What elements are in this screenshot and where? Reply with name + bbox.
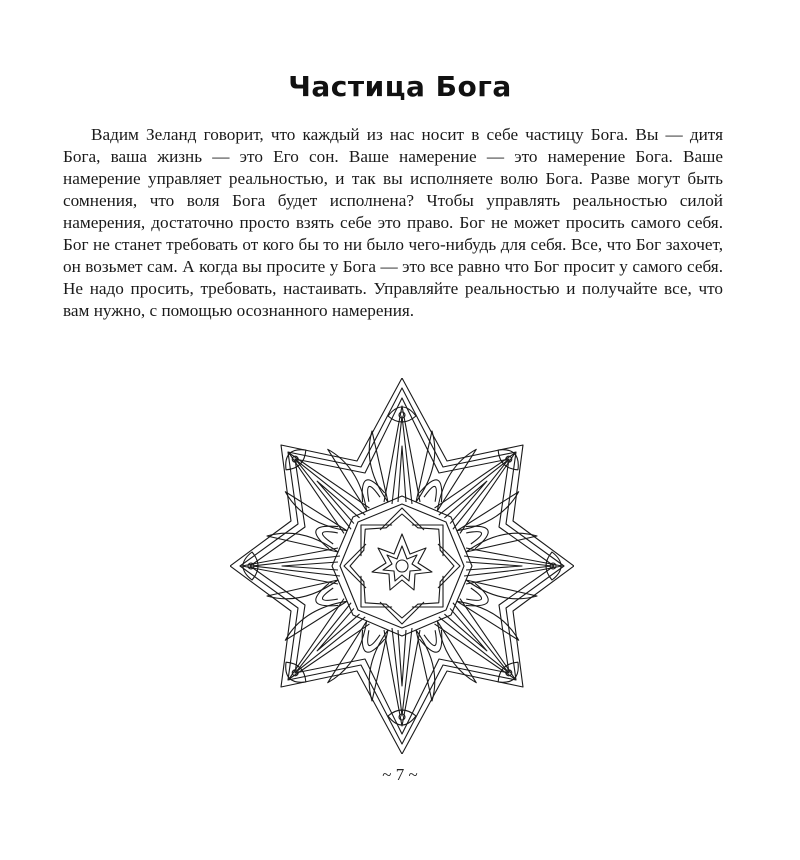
petal-chevron-inner [418,582,451,615]
petal-chevron-inner [440,550,454,582]
petal-chevron-inner [386,514,418,528]
petal-leaf-right [466,580,537,599]
valley-loop [364,484,380,502]
petal-chevron [345,509,392,556]
petal-spoke [252,556,340,576]
petal-chevron [380,508,424,530]
valley-loop-outer [311,519,338,548]
body-paragraph: Вадим Зеланд говорит, что каждый из нас носит в себе частицу Бога. Вы — дитя Бога, ваша жизнь — это Его сон. Ваше намерение — это намерение Бога. Ваше намерение управляет реальностью, и так вы исполняете волю Бога. Разве могут быть сомнения, что воля Бога будет исполнена? Чтобы управлять реальностью силой намерения, достаточно просто взять себе это право. Бог не может просить самого себя. Бог не станет требовать от кого бы то ни было чего-нибудь для себя. Все, что Бог захочет, он возьмет сам. А когда вы просите у Бога — это все равно что Бог просит у самого себя. Не надо просить, требовать, настаивать. Управляйте реальностью и получайте все, что вам нужно, с помощью осознанного намерения. [63,125,723,320]
petal-chevron [412,509,459,556]
mandala-petal [369,406,435,530]
petal-spoke [392,416,412,504]
valley-loop [466,528,484,544]
petal-leaf-left [466,533,537,552]
petal-chevron-inner [354,582,387,615]
mandala-illustration [230,378,574,754]
petal-chevron-inner [418,518,451,551]
petal-leaf-right [369,630,388,701]
valley-loop [424,484,440,502]
petal-leaf-left [267,580,338,599]
valley-loop [466,588,484,604]
valley-loop-outer [311,583,338,612]
page-title: Частица Бога [288,70,512,103]
petal-chevron-inner [350,550,364,582]
valley-loop-outer [355,630,384,657]
valley-loop [320,528,338,544]
petal-leaf-right [416,431,435,502]
mandala-petal [369,602,435,726]
petal-chevron [412,576,459,623]
center-star [372,534,432,590]
petal-chevron [345,576,392,623]
petal-spoke-inner [466,562,522,570]
inner-ring-2 [340,504,464,628]
petal-chevron [438,544,460,588]
valley-loop-outer [355,475,384,502]
petal-chevron [380,602,424,624]
petal-spoke [464,556,552,576]
petal-spoke-inner [398,446,406,502]
page-number: ~ 7 ~ [382,765,418,784]
petal-leaf-left [369,431,388,502]
valley-loop [364,630,380,648]
inner-ring [332,496,472,636]
petal-leaf-left [416,630,435,701]
valley-loop [320,588,338,604]
petal-spoke-inner [398,630,406,686]
valley-loop-outer [466,583,493,612]
petal-spoke [392,628,412,716]
petal-chevron [344,544,366,588]
petal-spoke-inner [282,562,338,570]
valley-loop [424,630,440,648]
petal-chevron-inner [386,604,418,618]
valley-loop-outer [419,630,448,657]
petal-chevron-inner [354,518,387,551]
center-circle [396,560,408,572]
petal-leaf-right [267,533,338,552]
valley-loop-outer [466,519,493,548]
valley-loop-outer [419,475,448,502]
